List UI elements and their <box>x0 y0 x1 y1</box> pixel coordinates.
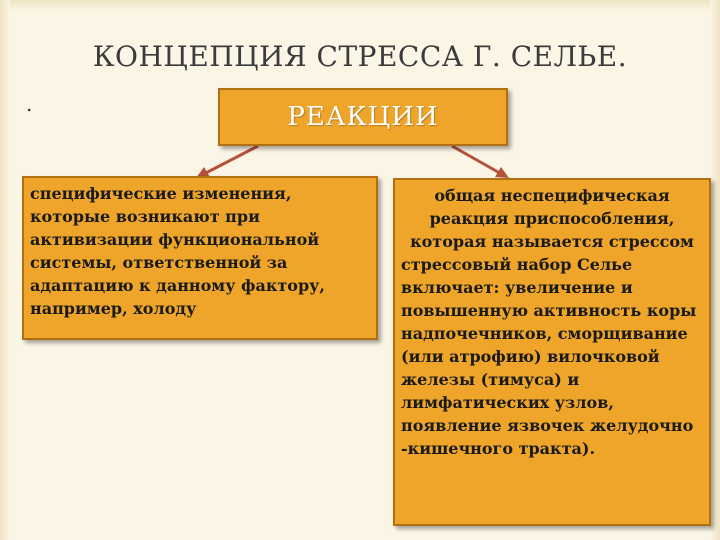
bullet-marker: . <box>26 92 33 116</box>
reactions-box: РЕАКЦИИ <box>218 88 508 146</box>
nonspecific-reaction-intro: общая неспецифическая реакция приспособления, которая называется стрессом <box>410 186 694 251</box>
selye-set-detail: стрессовый набор Селье включает: увеличение и повышенную активность коры надпочечников, сморщивание (или атрофию) вилочковой железы (тимуса) и лимфатических узлов, появление язвочек желудочно -кишечного тракта). <box>401 255 697 458</box>
specific-changes-box: специфические изменения, которые возникают при активизации функциональной системы, ответственной за адаптацию к данному фактору, например, холоду <box>22 176 378 340</box>
nonspecific-reaction-box <box>393 178 711 526</box>
slide-title: КОНЦЕПЦИЯ СТРЕССА Г. СЕЛЬЕ. <box>92 40 628 73</box>
arrow-right <box>452 146 505 176</box>
arrow-left <box>200 146 258 176</box>
